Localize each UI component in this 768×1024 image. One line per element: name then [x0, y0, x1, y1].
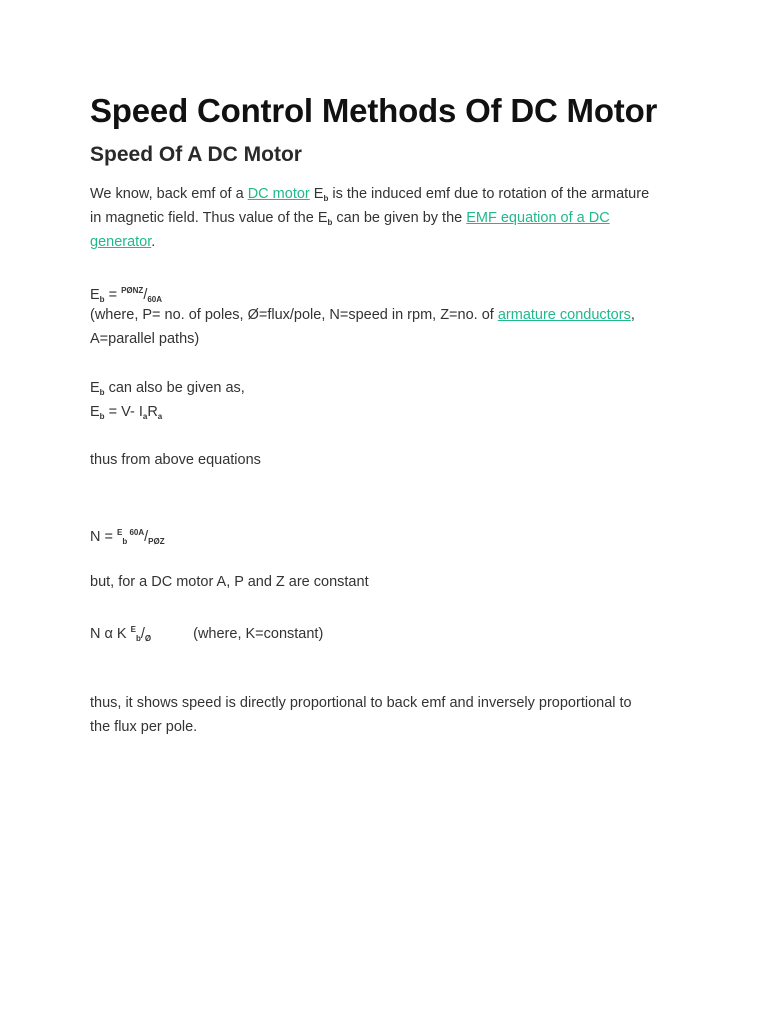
- dc-motor-link[interactable]: DC motor: [247, 186, 310, 202]
- fraction-slash: /: [144, 529, 149, 545]
- text: ,: [630, 307, 635, 323]
- subscript: b: [135, 634, 141, 643]
- numerator: 60A: [127, 528, 145, 537]
- text: (where, P= no. of poles, Ø=flux/pole, N=speed in rpm, Z=no. of: [90, 307, 498, 323]
- text: = V- I: [104, 404, 143, 420]
- page-title: Speed Control Methods Of DC Motor: [90, 92, 658, 129]
- paragraph-line: [90, 206, 610, 235]
- equation-n: [90, 521, 165, 554]
- superscript: E: [117, 528, 123, 537]
- subscript: b: [327, 218, 333, 227]
- text: can also be given as,: [104, 380, 245, 396]
- paragraph-line: but, for a DC motor A, P and Z are constant: [90, 574, 369, 590]
- paragraph-line: [90, 303, 635, 327]
- paragraph-line: [90, 230, 155, 254]
- text: is the induced emf due to rotation of the armature: [328, 186, 650, 202]
- text: E: [309, 186, 324, 202]
- text: .: [151, 234, 156, 250]
- text: N α K: [90, 626, 131, 642]
- text: We know, back emf of a: [90, 186, 248, 202]
- subscript: b: [99, 295, 105, 304]
- numerator: PØNZ: [121, 286, 144, 295]
- text: R: [147, 404, 158, 420]
- subscript: a: [142, 412, 148, 421]
- subscript: a: [157, 412, 163, 421]
- paragraph-line: thus from above equations: [90, 452, 261, 468]
- text: =: [104, 287, 122, 303]
- text: E: [90, 287, 100, 303]
- constant-note: (where, K=constant): [193, 626, 324, 642]
- text: E: [90, 404, 100, 420]
- subscript: b: [122, 537, 128, 546]
- emf-equation-link[interactable]: EMF equation of a DC: [466, 210, 610, 226]
- text: can be given by the: [332, 210, 467, 226]
- text: in magnetic field. Thus value of the E: [90, 210, 328, 226]
- paragraph-line: the flux per pole.: [90, 719, 198, 735]
- subscript: b: [323, 194, 329, 203]
- armature-conductors-link[interactable]: armature conductors: [497, 307, 631, 323]
- denominator: 60A: [147, 295, 163, 304]
- fraction-slash: /: [143, 287, 148, 303]
- equation-eb-v: [90, 400, 162, 429]
- text: N =: [90, 529, 117, 545]
- emf-equation-link-cont[interactable]: generator: [90, 234, 152, 250]
- fraction-slash: /: [140, 626, 145, 642]
- text: E: [90, 380, 100, 396]
- section-heading: Speed Of A DC Motor: [90, 143, 302, 166]
- paragraph-line: A=parallel paths): [90, 331, 200, 347]
- superscript: E: [130, 625, 136, 634]
- equation-proportional: [90, 618, 323, 651]
- denominator: Ø: [144, 634, 152, 643]
- subscript: b: [99, 412, 105, 421]
- paragraph-line: thus, it shows speed is directly proportional to back emf and inversely proportional to: [90, 695, 632, 711]
- denominator: PØZ: [148, 537, 165, 546]
- subscript: b: [99, 388, 105, 397]
